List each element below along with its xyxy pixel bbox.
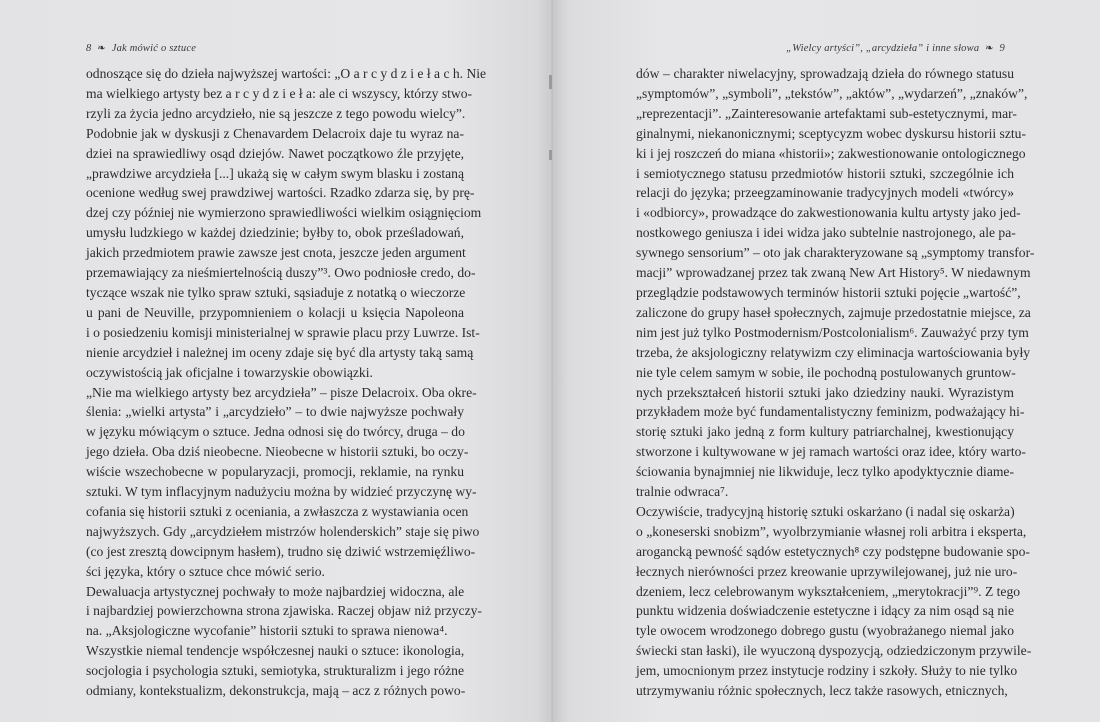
text-line: odmiany, kontekstualizm, dekonstrukcja, mają – acz z różnych powo- <box>86 683 466 699</box>
ornament-icon: ❧ <box>97 43 106 54</box>
text-line: Podobnie jak w dyskusji z Chenavardem Delacroix daje tu wyraz na- <box>86 125 464 141</box>
binding-mark <box>549 75 552 89</box>
text-line: storię sztuki jako jedną z form kultury patriarchalnej, kwestionujący <box>636 424 1014 440</box>
text-line: odnoszące się do dzieła najwyższej wartości: „O a r c y d z i e ł a c h. Nie <box>86 66 487 81</box>
text-line: o „koneserski snobizm”, wyolbrzymianie własnej roli arbitra i eksperta, <box>636 523 1027 539</box>
text-line: dów – charakter niwelacyjny, sprowadzają dzieła do równego statusu <box>636 66 1014 81</box>
text-line: tralnie odwraca⁷. <box>636 484 729 500</box>
text-line: jakich przedmiotem prawie zawsze jest cnota, jeszcze jeden argument <box>86 245 466 261</box>
text-line: ginalnymi, niekanonicznymi; sceptycyzm wobec dyskursu historii sztu- <box>636 125 1026 141</box>
text-line: ocenione według swej prawdziwej wartości. Rzadko zdarza się, by prę- <box>86 185 475 201</box>
text-line: Dewaluacja artystycznej pochwały to może najbardziej widoczna, ale <box>86 583 465 599</box>
left-page-text <box>86 64 487 701</box>
text-line: u pani de Neuville, przypomnieniem o kolacji u księcia Napoleona <box>86 304 464 320</box>
text-line: relacji do języka; przeegzaminowanie tradycyjnych modeli «twórcy» <box>636 185 1014 201</box>
text-line: „reprezentacji”. „Zainteresowanie artefaktami sub-estetycznymi, mar- <box>636 105 1017 121</box>
text-line: nim jest już tylko Postmodernism/Postcolonialism⁶. Zauważyć przy tym <box>636 324 1029 340</box>
ornament-icon: ❧ <box>985 43 994 54</box>
text-line: sywnego sensorium” – oto jak charakteryzowane są „symptomy transfor- <box>636 245 1035 261</box>
text-line: ślenia: „wielki artysta” i „arcydzieło” – to dwie najwyższe pochwały <box>86 404 464 420</box>
text-line: (co jest zresztą dowcipnym hasłem), trudno się dziwić wstrzemięźliwo- <box>86 543 476 559</box>
text-line: dziei na sprawiedliwy osąd dziejów. Nawet początkowo źle przyjęte, <box>86 145 464 161</box>
text-line: „prawdziwe arcydzieła [...] ukażą się w całym swym blasku i zostaną <box>86 165 464 181</box>
text-line: „Nie ma wielkiego artysty bez arcydzieła” – pisze Delacroix. Oba okre- <box>86 384 477 400</box>
text-line: rzyli za życia jedno arcydzieło, nie są jeszcze z tego powodu wielcy”. <box>86 105 466 121</box>
left-page-number: 8 <box>86 43 92 54</box>
text-line: utrzymywaniu różnic społecznych, lecz także rasowych, etnicznych, <box>636 683 1008 699</box>
text-line: socjologia i psychologia sztuki, semiotyka, strukturalizm i jego różne <box>86 663 464 679</box>
text-line: nienie arcydzieł i należnej im oceny zdaje się być dla artysty taką samą <box>86 344 474 360</box>
right-running-header <box>786 43 1005 54</box>
text-line: oczywistością jak oficjalne i towarzyskie obowiązki. <box>86 364 373 380</box>
right-page-text <box>636 64 1035 701</box>
text-line: tyczące wszak nie tylko spraw sztuki, sąsiaduje z notatką o wieczorze <box>86 284 466 300</box>
text-line: jem, umocnionym przez instytucje rodziny i szkoły. Służy to nie tylko <box>636 663 1018 679</box>
text-line: ki i jej roszczeń do miana «historii»; zakwestionowanie ontologicznego <box>636 145 1026 161</box>
text-line: najwyższych. Gdy „arcydziełem mistrzów holenderskich” staje się piwo <box>86 523 480 539</box>
text-line: macji” wprowadzanej przez tak zwaną New Art History⁵. W niedawnym <box>636 265 1031 281</box>
text-line: umysłu ludzkiego w każdej dziedzinie; byłby to, obok prześladowań, <box>86 225 464 241</box>
text-line: sztuki. W tym inflacyjnym nadużyciu można by widzieć przyczynę wy- <box>86 484 477 500</box>
text-line: nostkowego geniusza i idei widza jako subtelnie nastrojonego, ale pa- <box>636 225 1016 241</box>
text-line: Oczywiście, tradycyjną historię sztuki oskarżano (i nadal się oskarża) <box>636 503 1015 519</box>
text-line: nie tyle celem samym w sobie, ile pochodną postulowanych gruntow- <box>636 364 1016 380</box>
text-line: zaliczone do grupy haseł społecznych, zajmuje przedostatnie miejsce, za <box>636 304 1031 320</box>
text-line: dzeniem, lecz celebrowanym wykształceniem, „merytokracji”⁹. Z tego <box>636 583 1021 599</box>
text-line: łecznych nierówności przez kreowanie uprzywilejowanej, już nie uro- <box>636 563 1018 579</box>
text-line: przykładem może być fundamentalistyczny feminizm, podważający hi- <box>636 404 1025 420</box>
left-running-header <box>86 43 196 54</box>
binding-mark <box>549 150 552 160</box>
right-page-number: 9 <box>999 43 1005 54</box>
text-line: stworzone i kultywowane w jej ramach wartości oraz idee, który warto- <box>636 444 1026 460</box>
text-line: ści języka, który o sztuce chce mówić serio. <box>86 563 325 579</box>
text-line: nych przekształceń historii sztuki jako dziedziny nauki. Wyrazistym <box>636 384 1014 400</box>
left-running-title: Jak mówić o sztuce <box>111 43 197 54</box>
text-line: ma wielkiego artysty bez a r c y d z i e ł a: ale ci wszyscy, którzy stwo- <box>86 85 473 101</box>
right-page <box>553 0 1100 722</box>
text-line: „symptomów”, „symboli”, „tekstów”, „aktów”, „wydarzeń”, „znaków”, <box>636 85 1028 101</box>
text-line: przeglądzie podstawowych terminów historii sztuki pojęcie „wartość”, <box>636 284 1021 300</box>
text-line: świecki stan łaski), ile wyuczoną dyspozycją, odziedziczonym przywile- <box>636 643 1032 659</box>
right-running-title: „Wielcy artyści”, „arcydzieła” i inne słowa <box>786 43 980 54</box>
text-line: przemawiający za nieśmiertelnością duszy”³. Owo podniosłe credo, do- <box>86 265 476 281</box>
text-line: cofania się historii sztuki z oceniania, a zwłaszcza z wystawiania ocen <box>86 503 469 519</box>
text-line: punktu widzenia doświadczenie estetyczne i idący za nim osąd są nie <box>636 603 1014 619</box>
text-line: i o posiedzeniu komisji ministerialnej w sprawie placu przy Luwrze. Ist- <box>86 324 480 340</box>
text-line: i «odbiorcy», prowadzące do zakwestionowania kultu artysty jako jed- <box>636 205 1021 221</box>
text-line: i semiotycznego statusu przedmiotów historii sztuki, szczególnie ich <box>636 165 1014 181</box>
text-line: na. „Aksjologiczne wycofanie” historii sztuki to sprawa nienowa⁴. <box>86 623 448 639</box>
text-line: w języku mówiącym o sztuce. Jedna odnosi się do twórcy, druga – do <box>86 424 465 440</box>
text-line: jego dzieła. Oba dziś nieobecne. Nieobecne w historii sztuki, bo oczy- <box>86 444 469 460</box>
text-line: i najbardziej powierzchowna strona zjawiska. Raczej objaw niż przyczy- <box>86 603 482 619</box>
text-line: dzej czy później nie wymierzono sprawiedliwości wielkim osiągnięciom <box>86 205 482 221</box>
text-line: tyle owocem wrodzonego dobrego gustu (wyobrażanego niemal jako <box>636 623 1014 639</box>
text-line: trzeba, że aksjologiczny relatywizm czy eliminacja wartościowania były <box>636 344 1031 360</box>
text-line: arogancką pewność sądów estetycznych⁸ czy podstępne budowanie spo- <box>636 543 1030 559</box>
text-line: ściowania bynajmniej nie likwiduje, lecz tylko apodyktycznie diame- <box>636 464 1014 480</box>
text-line: wiście wszechobecne w popularyzacji, promocji, reklamie, na rynku <box>86 464 464 480</box>
text-line: Wszystkie niemal tendencje współczesnej nauki o sztuce: ikonologia, <box>86 643 465 659</box>
